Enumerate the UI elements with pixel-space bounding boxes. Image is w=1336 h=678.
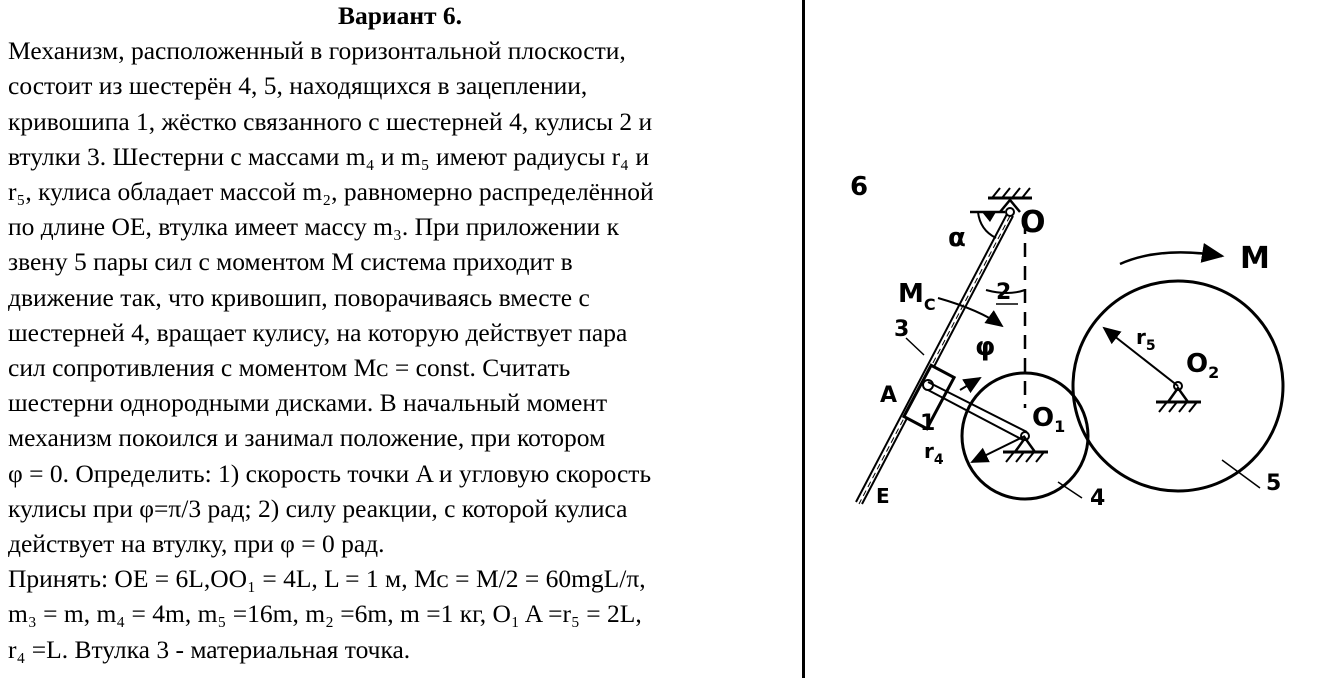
label-alpha: α bbox=[948, 223, 966, 253]
task-line: шестерней 4, вращает кулису, на которую действует пара bbox=[8, 317, 628, 347]
label-m: M bbox=[1240, 241, 1270, 276]
label-4: 4 bbox=[1090, 486, 1106, 511]
task-line: втулки 3. Шестерни с массами m₄ и m₅ имеют радиусы r₄ и bbox=[8, 141, 649, 171]
mechanism-diagram bbox=[820, 150, 1320, 530]
task-line: Принять: OE = 6L,OO₁ = 4L, L = 1 м, Mᴄ = M/2 = 60mgL/π, bbox=[8, 564, 646, 594]
support-o1 bbox=[1003, 438, 1048, 462]
task-line: φ = 0. Определить: 1) скорость точки A и угловую скорость bbox=[8, 458, 652, 488]
label-mc: $M_C$ bbox=[898, 279, 936, 314]
label-phi: φ bbox=[975, 332, 996, 362]
label-e: E bbox=[876, 484, 890, 508]
label-o1: $O_1$ bbox=[1032, 403, 1066, 436]
task-line: состоит из шестерён 4, 5, находящихся в зацеплении, bbox=[8, 71, 588, 101]
task-line: по длине OE, втулка имеет массу m₃. При приложении к bbox=[8, 212, 619, 242]
label-a: A bbox=[880, 383, 898, 408]
label-o: O bbox=[1020, 205, 1046, 240]
label-o2: $O_2$ bbox=[1186, 349, 1220, 382]
task-line: механизм покоился и занимал положение, при котором bbox=[8, 423, 606, 453]
moment-mc-arrow bbox=[938, 298, 1002, 326]
variant-title: Вариант 6. bbox=[337, 1, 463, 30]
task-line: шестерни однородными дисками. В начальный момент bbox=[8, 388, 608, 418]
task-line: m₃ = m, m₄ = 4m, m₅ =16m, m₂ =6m, m =1 кг, O₁ A =r₅ = 2L, bbox=[8, 599, 642, 629]
label-r4: $r_4$ bbox=[924, 439, 944, 468]
task-line: кривошипа 1, жёстко связанного с шестерней 4, кулисы 2 и bbox=[8, 106, 653, 136]
label-3: 3 bbox=[894, 317, 910, 342]
task-line: r₄ =L. Втулка 3 - материальная точка. bbox=[8, 634, 411, 664]
task-line: кулисы при φ=π/3 рад; 2) силу реакции, с которой кулиса bbox=[8, 493, 628, 523]
moment-m-arrow bbox=[1120, 252, 1222, 264]
task-line: r₅, кулиса обладает массой m₂, равномерно распределённой bbox=[8, 177, 654, 207]
task-line: Механизм, расположенный в горизонтальной плоскости, bbox=[8, 36, 626, 66]
label-2: 2 bbox=[996, 280, 1012, 305]
label-r5: $r_5$ bbox=[1136, 325, 1156, 354]
task-line: движение так, что кривошип, поворачиваясь вместе с bbox=[8, 282, 590, 312]
vertical-divider bbox=[802, 0, 805, 678]
task-line: сил сопротивления с моментом Mᴄ = const. Считать bbox=[8, 353, 571, 383]
task-text bbox=[8, 0, 798, 678]
label-1: 1 bbox=[920, 411, 936, 436]
task-body bbox=[8, 33, 798, 667]
angle-alpha bbox=[970, 212, 1005, 238]
task-line: действует на втулку, при φ = 0 рад. bbox=[8, 529, 385, 559]
figure-number: 6 bbox=[850, 172, 869, 202]
support-o2 bbox=[1156, 388, 1201, 412]
task-line: звену 5 пары сил с моментом M система приходит в bbox=[8, 247, 573, 277]
label-5: 5 bbox=[1266, 471, 1282, 496]
